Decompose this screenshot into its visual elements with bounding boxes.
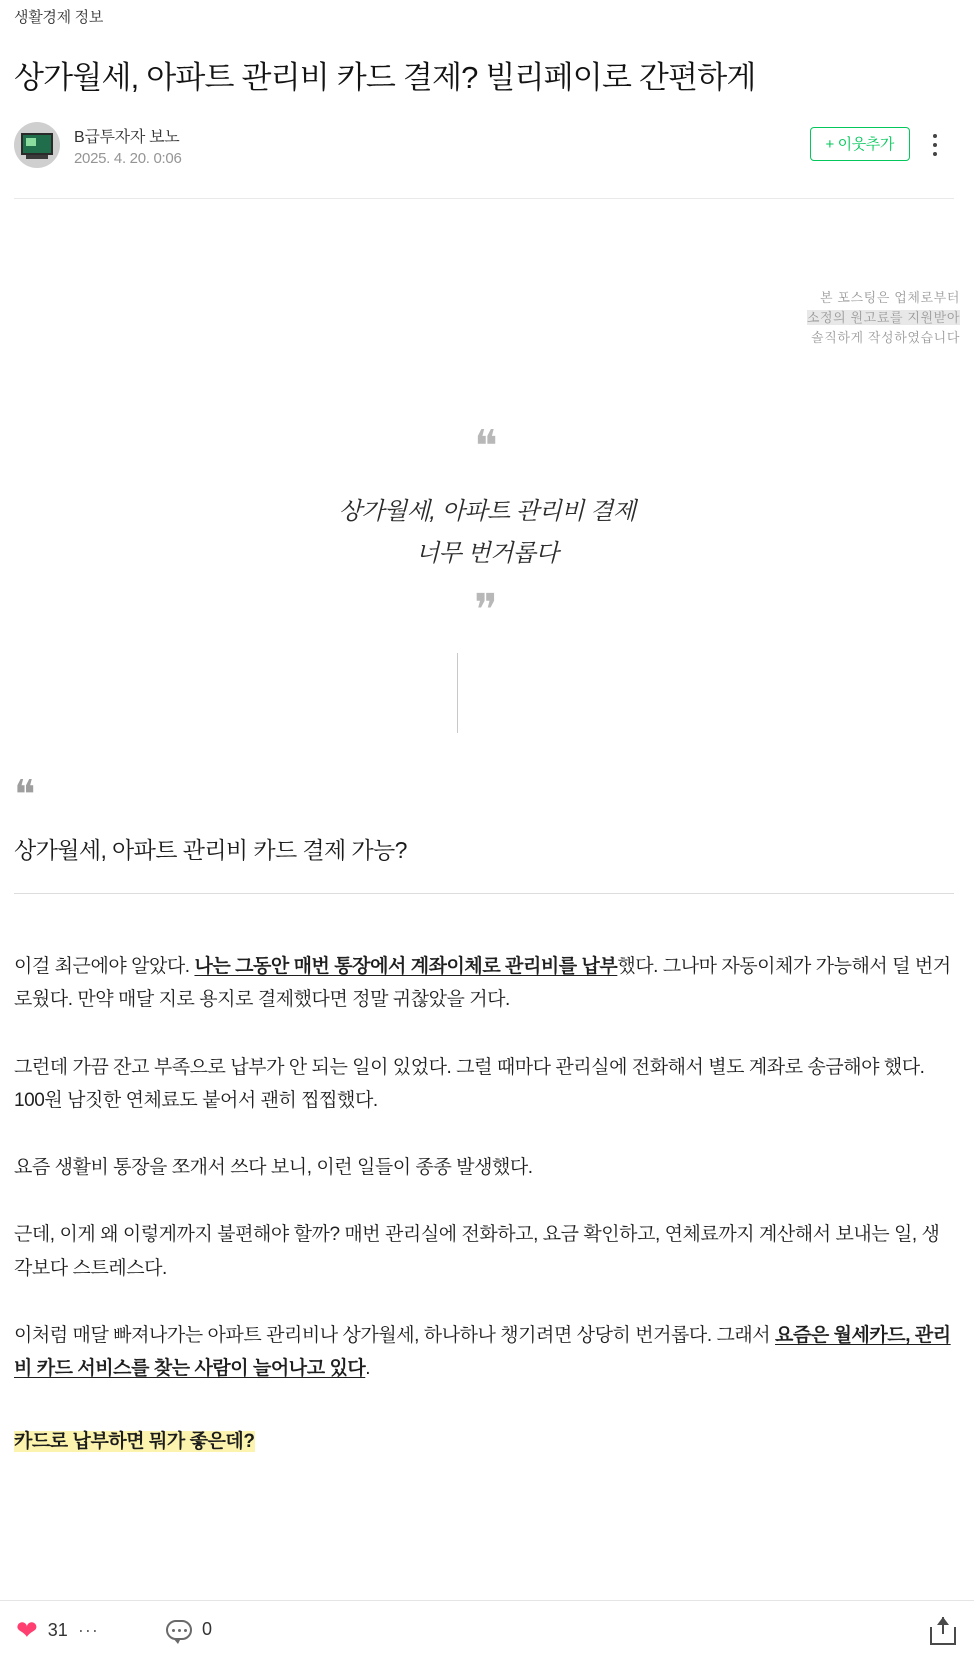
- post-body: [14, 950, 956, 1459]
- section-quote-icon: ❝: [14, 772, 38, 818]
- add-neighbor-button[interactable]: + 이웃추가: [810, 127, 911, 161]
- quote-open-icon: ❝: [474, 421, 500, 472]
- like-group[interactable]: [16, 1617, 99, 1643]
- heart-icon[interactable]: ❤: [16, 1615, 38, 1645]
- pull-quote: [0, 421, 974, 636]
- comment-count: 0: [202, 1619, 213, 1639]
- sponsor-line-3: 솔직하게 작성하였습니다: [811, 330, 960, 346]
- like-more-icon[interactable]: ···: [77, 1619, 99, 1640]
- avatar-screen-shape: [21, 133, 53, 155]
- share-icon[interactable]: [930, 1617, 956, 1645]
- avatar[interactable]: [14, 122, 60, 168]
- more-options-icon[interactable]: [924, 132, 946, 158]
- quote-close-icon: ❞: [474, 585, 500, 636]
- pull-quote-line-2: 너무 번거롭다: [415, 540, 559, 567]
- sponsor-line-1: 본 포스팅은 업체로부터: [819, 290, 960, 305]
- bottom-action-bar: [0, 1600, 974, 1664]
- vertical-rule-divider: [457, 653, 458, 733]
- sponsor-line-2: [540, 308, 960, 328]
- page-title: 상가월세, 아파트 관리비 카드 결제? 빌리페이로 간편하게: [14, 59, 756, 95]
- category-label[interactable]: 생활경제 정보: [14, 9, 104, 26]
- avatar-base-shape: [26, 155, 48, 159]
- paragraph-1-part-a: 이걸 최근에야 알았다.: [14, 956, 195, 977]
- comment-group[interactable]: [166, 1619, 212, 1640]
- sponsor-line-2-text: 소정의 원고료를 지원받아: [806, 310, 960, 326]
- highlighted-subheading: 카드로 납부하면 뭐가 좋은데?: [14, 1431, 255, 1453]
- sponsor-disclosure: [540, 288, 960, 348]
- paragraph-3: 요즘 생활비 통장을 쪼개서 쓰다 보니, 이런 일들이 종종 발생했다.: [14, 1157, 533, 1178]
- comment-icon[interactable]: [166, 1620, 192, 1640]
- paragraph-5-part-c: .: [365, 1358, 371, 1379]
- paragraph-1-part-c: 했다. 그나마 자동이체가 가능해서 덜 번거로웠다. 만약 매달 지로 용지로 결제했다면 정말 귀찮았을 거다.: [14, 956, 951, 1011]
- author-name[interactable]: B급투자자 보노: [74, 129, 180, 146]
- like-count: 31: [47, 1619, 68, 1640]
- author-row: [14, 118, 954, 180]
- section-divider: [14, 893, 954, 894]
- post-date: 2025. 4. 20. 0:06: [74, 150, 182, 167]
- header-divider: [14, 198, 954, 199]
- paragraph-1: [14, 950, 956, 1017]
- paragraph-5: [14, 1319, 956, 1386]
- paragraph-5-emphasis: 요즘은 월세카드, 관리비 카드 서비스를 찾는 사람이 늘어나고 있다: [14, 1324, 951, 1379]
- paragraph-5-part-a: 이처럼 매달 빠져나가는 아파트 관리비나 상가월세, 하나하나 챙기려면 상당히 번거롭다. 그래서: [14, 1324, 776, 1346]
- section-heading: 상가월세, 아파트 관리비 카드 결제 가능?: [14, 837, 407, 863]
- paragraph-1-emphasis: 나는 그동안 매번 통장에서 계좌이체로 관리비를 납부: [194, 956, 618, 977]
- paragraph-subhead: [14, 1425, 956, 1458]
- paragraph-4: 근데, 이게 왜 이렇게까지 불편해야 할까? 매번 관리실에 전화하고, 요금 확인하고, 연체료까지 계산해서 보내는 일, 생각보다 스트레스다.: [14, 1224, 940, 1279]
- paragraph-2: 그런데 가끔 잔고 부족으로 납부가 안 되는 일이 있었다. 그럴 때마다 관리실에 전화해서 별도 계좌로 송금해야 했다. 100원 남짓한 연체료도 붙어서 괜히 찝찝했다.: [14, 1056, 925, 1111]
- pull-quote-line-1: 상가월세, 아파트 관리비 결제: [338, 498, 636, 525]
